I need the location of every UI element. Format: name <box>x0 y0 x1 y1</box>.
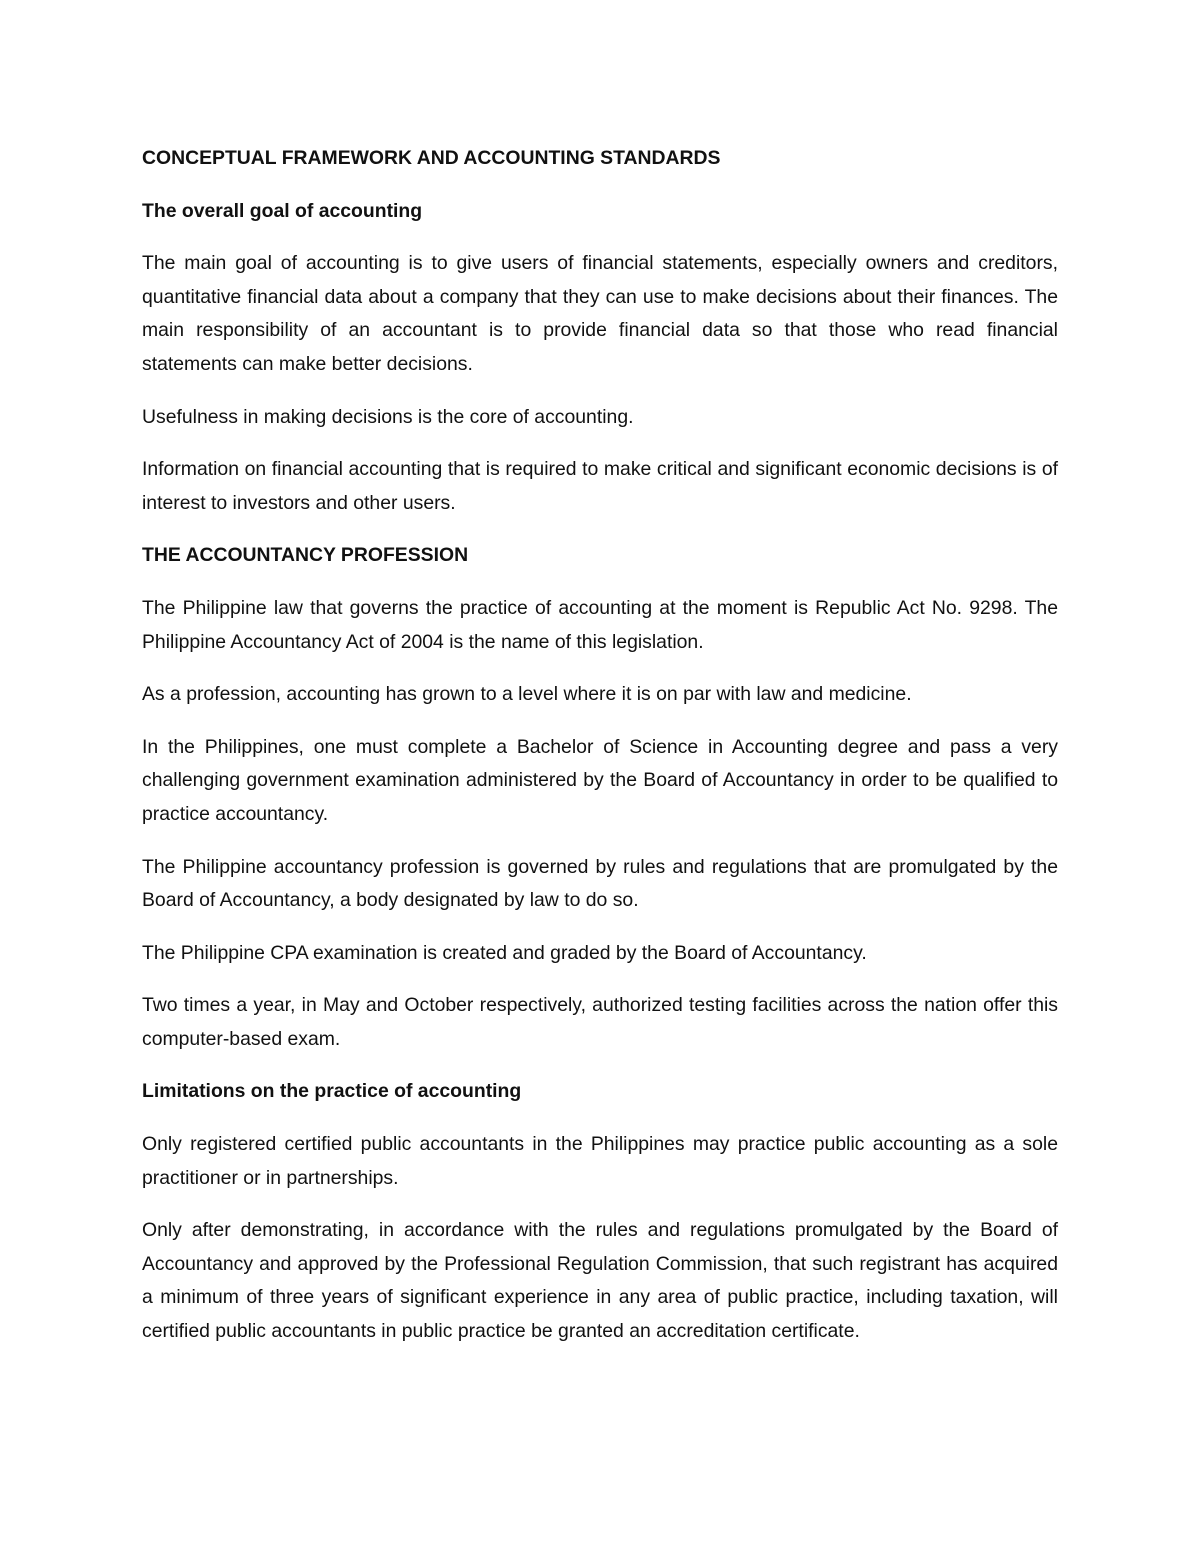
paragraph: Only registered certified public accountants in the Philippines may practice public accounting as a sole practitioner or in partnerships. <box>142 1133 1058 1189</box>
document-body <box>142 142 1058 1368</box>
section-heading-limitations: Limitations on the practice of accounting <box>142 1080 522 1103</box>
paragraph: Two times a year, in May and October respectively, authorized testing facilities across the nation offer this computer-based exam. <box>142 994 1058 1050</box>
paragraph: Usefulness in making decisions is the core of accounting. <box>142 405 634 428</box>
section-heading-goal: The overall goal of accounting <box>142 199 423 222</box>
paragraph: The main goal of accounting is to give users of financial statements, especially owners and creditors, quantitative financial data about a company that they can use to make decisions about their finances. The main responsibility of an accountant is to provide financial data so that those who read financial statements can make better decisions. <box>142 252 1058 375</box>
paragraph: The Philippine law that governs the practice of accounting at the moment is Republic Act No. 9298. The Philippine Accountancy Act of 2004 is the name of this legislation. <box>142 596 1058 653</box>
paragraph: As a profession, accounting has grown to a level where it is on par with law and medicine. <box>142 683 912 706</box>
paragraph: Only after demonstrating, in accordance with the rules and regulations promulgated by the Board of Accountancy and approved by the Professional Regulation Commission, that such registrant has acquired a minimum of three years of significant experience in any area of public practice, including taxation, will certified public accountants in public practice be granted an accreditation certificate. <box>142 1219 1058 1343</box>
paragraph: The Philippine CPA examination is created and graded by the Board of Accountancy. <box>142 941 867 964</box>
document-title: CONCEPTUAL FRAMEWORK AND ACCOUNTING STANDARDS <box>142 147 721 169</box>
section-heading-profession: THE ACCOUNTANCY PROFESSION <box>142 544 469 567</box>
paragraph: In the Philippines, one must complete a Bachelor of Science in Accounting degree and pass a very challenging government examination administered by the Board of Accountancy in order to be qualified to practice accountancy. <box>142 735 1058 825</box>
paragraph: The Philippine accountancy profession is governed by rules and regulations that are promulgated by the Board of Accountancy, a body designated by law to do so. <box>142 855 1058 912</box>
paragraph: Information on financial accounting that is required to make critical and significant economic decisions is of interest to investors and other users. <box>142 458 1058 514</box>
